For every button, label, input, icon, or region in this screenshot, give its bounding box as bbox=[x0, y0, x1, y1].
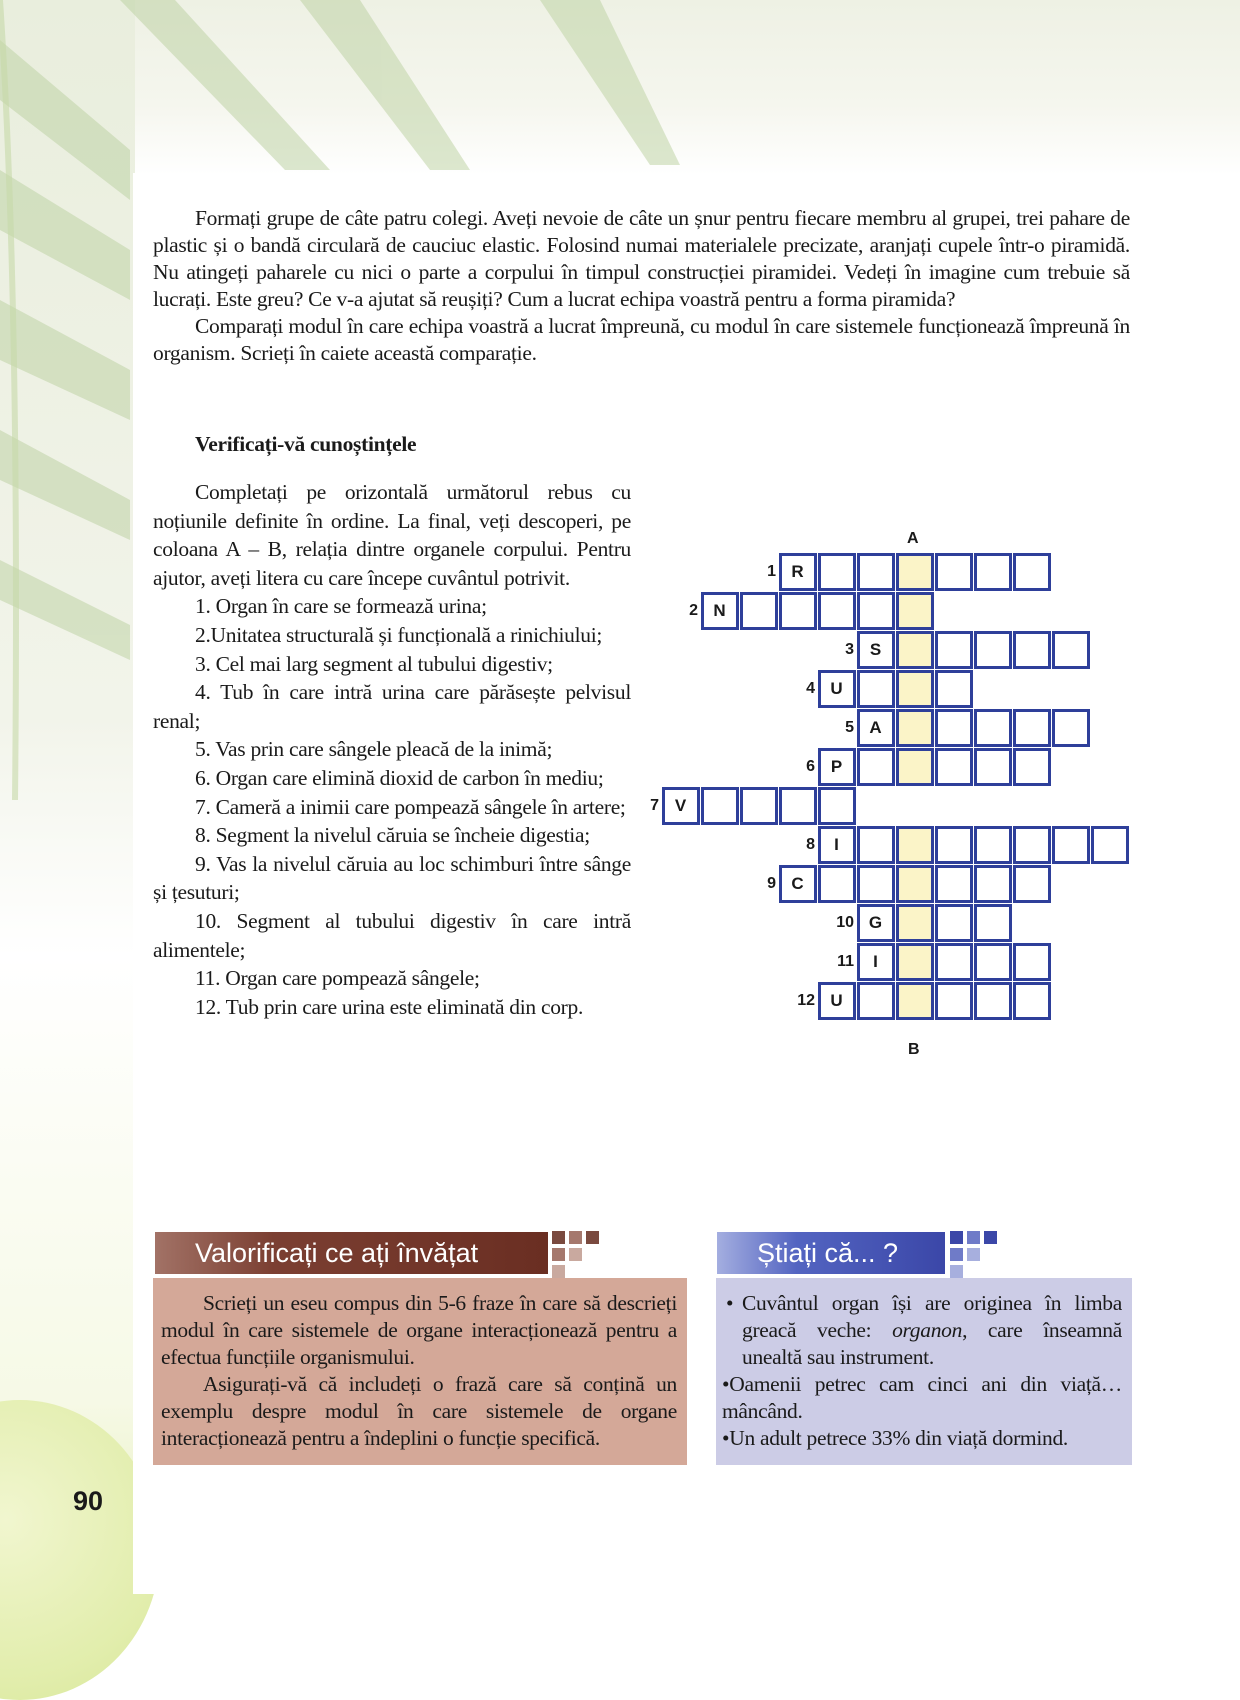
crossword-cell[interactable] bbox=[857, 865, 895, 903]
crossword-cell[interactable] bbox=[662, 787, 700, 825]
crossword-cell[interactable] bbox=[1013, 943, 1051, 981]
crossword-cell[interactable] bbox=[935, 982, 973, 1020]
crossword-cell[interactable] bbox=[818, 592, 856, 630]
clue-item: 1. Organ în care se formează urina; bbox=[195, 594, 487, 619]
crossword-row-number: 2 bbox=[689, 602, 698, 619]
crossword-start-letter: U bbox=[830, 990, 843, 1010]
crossword-start-letter: R bbox=[791, 561, 804, 581]
crossword-start-letter: U bbox=[830, 678, 843, 698]
crossword-clues bbox=[153, 478, 631, 1021]
crossword-cell[interactable] bbox=[1013, 982, 1051, 1020]
crossword-row-number: 4 bbox=[806, 680, 815, 697]
crossword-cell[interactable] bbox=[857, 709, 895, 747]
crossword-row-number: 11 bbox=[837, 953, 854, 970]
bullet: • bbox=[722, 1372, 730, 1396]
clue-item: 11. Organ care pompează sângele; bbox=[195, 966, 480, 991]
crossword-cell[interactable] bbox=[740, 787, 778, 825]
crossword-start-letter: I bbox=[873, 951, 878, 971]
crossword-cell[interactable] bbox=[1013, 631, 1051, 669]
crossword-key-cell[interactable] bbox=[896, 904, 934, 942]
banner-square bbox=[552, 1231, 565, 1244]
crossword-cell[interactable] bbox=[779, 787, 817, 825]
crossword-cell[interactable] bbox=[935, 553, 973, 591]
crossword-start-letter: S bbox=[869, 639, 882, 659]
crossword-cell[interactable] bbox=[818, 670, 856, 708]
crossword-cell[interactable] bbox=[935, 631, 973, 669]
crossword-start-letter: A bbox=[869, 717, 882, 737]
clue-item: 4. Tub în care intră urina care părăsește pelvisul renal; bbox=[153, 680, 631, 733]
crossword-cell[interactable] bbox=[974, 904, 1012, 942]
crossword-start-letter: I bbox=[834, 834, 839, 854]
crossword-key-cell[interactable] bbox=[896, 865, 934, 903]
bullet: • bbox=[722, 1426, 730, 1450]
crossword-cell[interactable] bbox=[935, 904, 973, 942]
crossword-key-cell[interactable] bbox=[896, 553, 934, 591]
crossword-row-number: 7 bbox=[650, 797, 659, 814]
clue-item: 8. Segment la nivelul căruia se încheie digestia; bbox=[195, 823, 590, 848]
crossword-cell[interactable] bbox=[857, 904, 895, 942]
crossword-cell[interactable] bbox=[1091, 826, 1129, 864]
crossword-cell[interactable] bbox=[779, 865, 817, 903]
crossword-key-cell[interactable] bbox=[896, 748, 934, 786]
crossword-cell[interactable] bbox=[818, 865, 856, 903]
bullet: • bbox=[726, 1291, 734, 1315]
crossword-cell[interactable] bbox=[857, 943, 895, 981]
crossword-cell[interactable] bbox=[935, 748, 973, 786]
banner-square bbox=[967, 1231, 980, 1244]
crossword-cell[interactable] bbox=[779, 553, 817, 591]
crossword-cell[interactable] bbox=[857, 982, 895, 1020]
crossword-cell[interactable] bbox=[1013, 553, 1051, 591]
crossword-row-number: 8 bbox=[806, 836, 815, 853]
valorificati-paragraph-1: Scrieți un eseu compus din 5-6 fraze în care să descrieți modul în care sistemele de organe interacționează pentru a efectua funcțiile organismului. bbox=[161, 1291, 677, 1369]
crossword-cell[interactable] bbox=[857, 631, 895, 669]
intro-paragraph-1: Formați grupe de câte patru colegi. Aveți nevoie de câte un șnur pentru fiecare membru al grupei, trei pahare de plastic și o bandă circulară de cauciuc elastic. Folosind numai materialele precizate, aranjați cupele într-o piramidă. Nu atingeți paharele cu nici o parte a corpului în timpul construcției piramidei. Vedeți în imagine cum trebuie să lucrați. Este greu? Ce v-a ajutat să reușiți? Cum a lucrat echipa voastră pentru a forma piramida? bbox=[153, 206, 1130, 311]
crossword-cell[interactable] bbox=[857, 592, 895, 630]
crossword-instructions: Completați pe orizontală următorul rebus cu noțiunile definite în ordine. La final, veți descoperi, pe coloana A – B, relația dintre organele corpului. Pentru ajutor, aveți litera cu care începe cuvântul potrivit. bbox=[153, 480, 631, 590]
banner-square bbox=[950, 1248, 963, 1261]
crossword-cell[interactable] bbox=[818, 982, 856, 1020]
crossword-row-number: 6 bbox=[806, 758, 815, 775]
crossword-key-cell[interactable] bbox=[896, 670, 934, 708]
crossword-start-letter: V bbox=[674, 795, 687, 815]
crossword-cell[interactable] bbox=[857, 553, 895, 591]
crossword-cell[interactable] bbox=[974, 982, 1012, 1020]
crossword-cell[interactable] bbox=[857, 826, 895, 864]
crossword-row-number: 12 bbox=[797, 992, 815, 1009]
crossword-cell[interactable] bbox=[935, 826, 973, 864]
crossword-cell[interactable] bbox=[974, 631, 1012, 669]
banner-square bbox=[984, 1231, 997, 1244]
fact-item: •Un adult petrece 33% din viață dormind. bbox=[722, 1426, 1069, 1450]
crossword-grid bbox=[640, 525, 1140, 1065]
crossword-cell[interactable] bbox=[935, 943, 973, 981]
stiati-banner: Știați că... ? bbox=[717, 1232, 945, 1274]
crossword-row-number: 10 bbox=[836, 914, 854, 931]
fact-item: •Oamenii petrec cam cinci ani din viață… mâncând. bbox=[722, 1372, 1122, 1423]
crossword-cell[interactable] bbox=[974, 826, 1012, 864]
crossword-cell[interactable] bbox=[740, 592, 778, 630]
clue-item: 10. Segment al tubului digestiv în care intră alimentele; bbox=[153, 908, 631, 962]
crossword-cell[interactable] bbox=[1052, 631, 1090, 669]
crossword-cell[interactable] bbox=[935, 865, 973, 903]
clue-item: 5. Vas prin care sângele pleacă de la inimă; bbox=[195, 737, 553, 762]
banner-square bbox=[569, 1231, 582, 1244]
crossword-cell[interactable] bbox=[818, 826, 856, 864]
crossword-start-letter: N bbox=[713, 600, 726, 620]
crossword-cell[interactable] bbox=[818, 553, 856, 591]
crossword-cell[interactable] bbox=[1052, 826, 1090, 864]
valorificati-paragraph-2: Asigurați-vă că includeți o frază care să conțină un exemplu despre modul în care sistemele de organe interacționează pentru a îndeplini o funcție specifică. bbox=[161, 1372, 677, 1450]
banner-square bbox=[552, 1248, 565, 1261]
crossword-cell[interactable] bbox=[935, 709, 973, 747]
crossword-cell[interactable] bbox=[857, 748, 895, 786]
clue-item: 12. Tub prin care urina este eliminată din corp. bbox=[195, 994, 584, 1019]
crossword-key-cell[interactable] bbox=[896, 631, 934, 669]
intro-text bbox=[153, 205, 1130, 367]
crossword-cell[interactable] bbox=[935, 670, 973, 708]
clue-item: 2.Unitatea structurală și funcțională a rinichiului; bbox=[195, 622, 603, 647]
crossword-cell[interactable] bbox=[818, 787, 856, 825]
crossword-start-letter: G bbox=[868, 912, 883, 932]
clue-item: 9. Vas la nivelul căruia au loc schimburi între sânge și țesuturi; bbox=[153, 851, 631, 905]
clue-item: 3. Cel mai larg segment al tubului digestiv; bbox=[195, 651, 553, 676]
valorificati-box bbox=[153, 1278, 687, 1465]
column-label-b: B bbox=[908, 1041, 920, 1058]
valorificati-banner: Valorificați ce ați învățat bbox=[155, 1232, 548, 1274]
crossword-key-cell[interactable] bbox=[896, 982, 934, 1020]
crossword-cell[interactable] bbox=[701, 592, 739, 630]
stiati-box bbox=[716, 1278, 1132, 1465]
banner-square bbox=[950, 1265, 963, 1278]
intro-paragraph-2: Comparați modul în care echipa voastră a lucrat împreună, cu modul în care sistemele funcționează împreună în organism. Scrieți în caiete această comparație. bbox=[153, 314, 1130, 365]
crossword-key-cell[interactable] bbox=[896, 592, 934, 630]
crossword-row-number: 3 bbox=[845, 641, 854, 658]
crossword-cell[interactable] bbox=[974, 865, 1012, 903]
banner-square bbox=[967, 1248, 980, 1261]
banner-square bbox=[552, 1265, 565, 1278]
crossword-cell[interactable] bbox=[857, 670, 895, 708]
crossword-start-letter: P bbox=[830, 756, 843, 776]
crossword-cell[interactable] bbox=[1013, 865, 1051, 903]
crossword-cell[interactable] bbox=[974, 553, 1012, 591]
column-label-a: A bbox=[907, 530, 919, 547]
crossword-cell[interactable] bbox=[974, 748, 1012, 786]
crossword-cell[interactable] bbox=[974, 943, 1012, 981]
fact-item: • Cuvântul organ își are originea în limba greacă veche: organon, care înseamnă unealtă sau instrument. bbox=[726, 1291, 1123, 1369]
crossword-cell[interactable] bbox=[818, 748, 856, 786]
clue-item: 7. Cameră a inimii care pompează sângele în artere; bbox=[195, 794, 626, 819]
crossword-cell[interactable] bbox=[779, 592, 817, 630]
crossword-start-letter: C bbox=[791, 873, 804, 893]
crossword-row-number: 1 bbox=[767, 563, 776, 580]
crossword-cell[interactable] bbox=[1013, 709, 1051, 747]
banner-square bbox=[569, 1248, 582, 1261]
crossword-cell[interactable] bbox=[1013, 826, 1051, 864]
section-title: Verificați-vă cunoștințele bbox=[195, 432, 417, 456]
banner-square bbox=[950, 1231, 963, 1244]
crossword-key-cell[interactable] bbox=[896, 709, 934, 747]
crossword-cell[interactable] bbox=[701, 787, 739, 825]
crossword-cell[interactable] bbox=[1052, 709, 1090, 747]
crossword-row-number: 9 bbox=[767, 875, 776, 892]
crossword-row-number: 5 bbox=[845, 719, 854, 736]
crossword-cell[interactable] bbox=[1013, 748, 1051, 786]
crossword-key-cell[interactable] bbox=[896, 826, 934, 864]
crossword-cell[interactable] bbox=[974, 709, 1012, 747]
crossword-key-cell[interactable] bbox=[896, 943, 934, 981]
banner-square bbox=[586, 1231, 599, 1244]
clue-item: 6. Organ care elimină dioxid de carbon în mediu; bbox=[195, 765, 604, 790]
page-number: 90 bbox=[73, 1486, 104, 1516]
